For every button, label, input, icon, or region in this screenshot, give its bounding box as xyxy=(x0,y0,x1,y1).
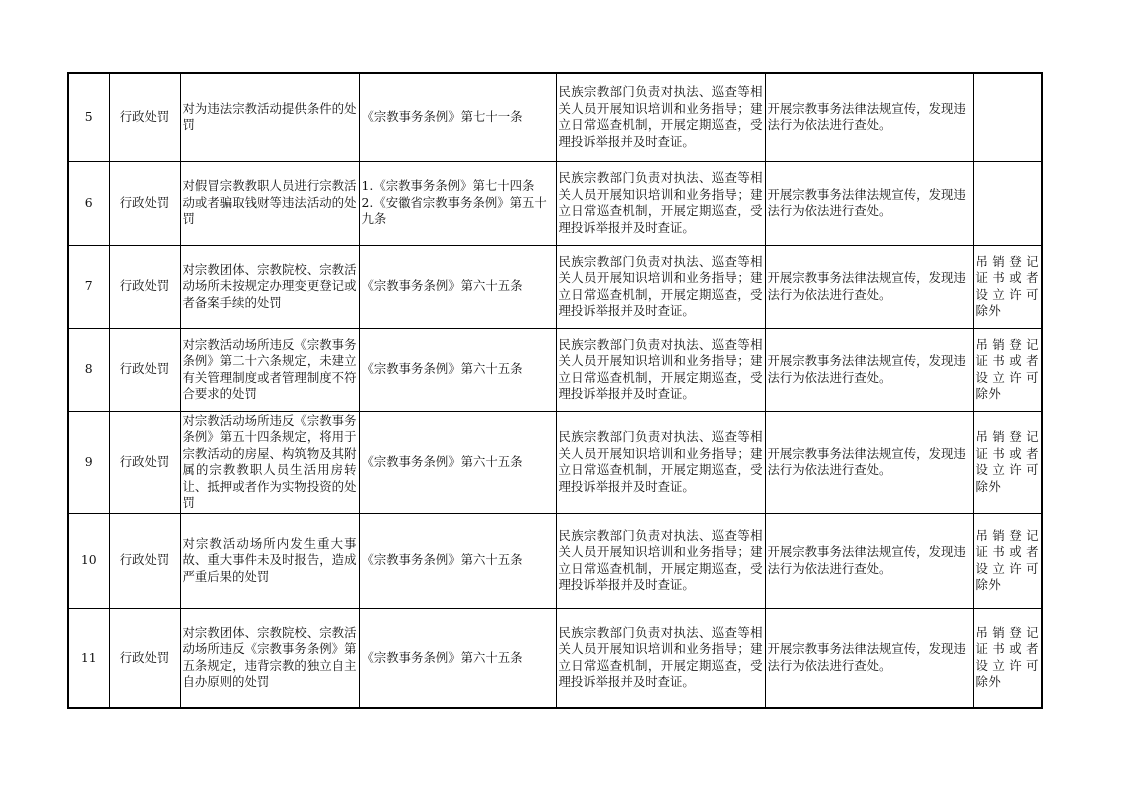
supervision-measure: 开展宗教事务法律法规宣传，发现违法行为依法进行查处。 xyxy=(765,513,973,608)
penalty-type: 行政处罚 xyxy=(109,73,180,161)
table-row xyxy=(68,608,1042,708)
legal-basis xyxy=(359,513,556,608)
penalty-item: 对为违法宗教活动提供条件的处罚 xyxy=(180,73,359,161)
table-row xyxy=(68,73,1042,161)
supervision-measure: 开展宗教事务法律法规宣传，发现违法行为依法进行查处。 xyxy=(765,161,973,245)
remark: 吊销登记证书或者设立许可除外 xyxy=(973,328,1042,411)
table-row xyxy=(68,161,1042,245)
legal-basis xyxy=(359,328,556,411)
legal-basis-line: 《宗教事务条例》第六十五条 xyxy=(361,278,523,294)
supervision-measure: 开展宗教事务法律法规宣传，发现违法行为依法进行查处。 xyxy=(765,245,973,328)
table-row xyxy=(68,245,1042,328)
legal-basis xyxy=(359,73,556,161)
penalty-table xyxy=(67,72,1043,709)
penalty-item: 对宗教活动场所内发生重大事故、重大事件未及时报告，造成严重后果的处罚 xyxy=(180,513,359,608)
supervision-measure: 开展宗教事务法律法规宣传，发现违法行为依法进行查处。 xyxy=(765,328,973,411)
penalty-type: 行政处罚 xyxy=(109,513,180,608)
legal-basis xyxy=(359,161,556,245)
table-row xyxy=(68,513,1042,608)
penalty-type: 行政处罚 xyxy=(109,161,180,245)
legal-basis xyxy=(359,245,556,328)
row-number: 10 xyxy=(68,513,109,608)
row-number: 7 xyxy=(68,245,109,328)
row-number: 8 xyxy=(68,328,109,411)
legal-basis-line: 2.《安徽省宗教事务条例》第五十九条 xyxy=(361,194,547,227)
row-number: 5 xyxy=(68,73,109,161)
responsibility: 民族宗教部门负责对执法、巡查等相关人员开展知识培训和业务指导；建立日常巡查机制，开展定期巡查，受理投诉举报并及时查证。 xyxy=(556,161,765,245)
legal-basis xyxy=(359,608,556,708)
table-row xyxy=(68,411,1042,513)
legal-basis-line: 《宗教事务条例》第六十五条 xyxy=(361,361,523,377)
supervision-measure: 开展宗教事务法律法规宣传，发现违法行为依法进行查处。 xyxy=(765,73,973,161)
penalty-type: 行政处罚 xyxy=(109,411,180,513)
legal-basis-line: 《宗教事务条例》第六十五条 xyxy=(361,649,523,665)
penalty-item: 对宗教活动场所违反《宗教事务条例》第二十六条规定，未建立有关管理制度或者管理制度不符合要求的处罚 xyxy=(180,328,359,411)
responsibility: 民族宗教部门负责对执法、巡查等相关人员开展知识培训和业务指导；建立日常巡查机制，开展定期巡查，受理投诉举报并及时查证。 xyxy=(556,73,765,161)
legal-basis-line: 《宗教事务条例》第七十一条 xyxy=(361,109,523,124)
row-number: 6 xyxy=(68,161,109,245)
remark xyxy=(973,161,1042,245)
legal-basis-line: 《宗教事务条例》第六十五条 xyxy=(361,552,523,568)
remark: 吊销登记证书或者设立许可除外 xyxy=(973,608,1042,708)
responsibility: 民族宗教部门负责对执法、巡查等相关人员开展知识培训和业务指导；建立日常巡查机制，开展定期巡查，受理投诉举报并及时查证。 xyxy=(556,328,765,411)
supervision-measure: 开展宗教事务法律法规宣传，发现违法行为依法进行查处。 xyxy=(765,608,973,708)
row-number: 11 xyxy=(68,608,109,708)
remark: 吊销登记证书或者设立许可除外 xyxy=(973,411,1042,513)
row-number: 9 xyxy=(68,411,109,513)
penalty-item: 对宗教团体、宗教院校、宗教活动场所未按规定办理变更登记或者备案手续的处罚 xyxy=(180,245,359,328)
responsibility: 民族宗教部门负责对执法、巡查等相关人员开展知识培训和业务指导；建立日常巡查机制，开展定期巡查，受理投诉举报并及时查证。 xyxy=(556,245,765,328)
table-row xyxy=(68,328,1042,411)
penalty-item: 对假冒宗教教职人员进行宗教活动或者骗取钱财等违法活动的处罚 xyxy=(180,161,359,245)
legal-basis xyxy=(359,411,556,513)
responsibility: 民族宗教部门负责对执法、巡查等相关人员开展知识培训和业务指导；建立日常巡查机制，开展定期巡查，受理投诉举报并及时查证。 xyxy=(556,513,765,608)
legal-basis-line: 《宗教事务条例》第六十五条 xyxy=(361,453,523,469)
responsibility: 民族宗教部门负责对执法、巡查等相关人员开展知识培训和业务指导；建立日常巡查机制，开展定期巡查，受理投诉举报并及时查证。 xyxy=(556,608,765,708)
remark xyxy=(973,73,1042,161)
remark: 吊销登记证书或者设立许可除外 xyxy=(973,513,1042,608)
penalty-type: 行政处罚 xyxy=(109,245,180,328)
penalty-type: 行政处罚 xyxy=(109,608,180,708)
penalty-type: 行政处罚 xyxy=(109,328,180,411)
legal-basis-line: 1.《宗教事务条例》第七十四条 xyxy=(361,178,535,194)
supervision-measure: 开展宗教事务法律法规宣传，发现违法行为依法进行查处。 xyxy=(765,411,973,513)
penalty-item: 对宗教团体、宗教院校、宗教活动场所违反《宗教事务条例》第五条规定，违背宗教的独立自主自办原则的处罚 xyxy=(180,608,359,708)
responsibility: 民族宗教部门负责对执法、巡查等相关人员开展知识培训和业务指导；建立日常巡查机制，开展定期巡查，受理投诉举报并及时查证。 xyxy=(556,411,765,513)
remark: 吊销登记证书或者设立许可除外 xyxy=(973,245,1042,328)
penalty-item: 对宗教活动场所违反《宗教事务条例》第五十四条规定，将用于宗教活动的房屋、构筑物及其附属的宗教教职人员生活用房转让、抵押或者作为实物投资的处罚 xyxy=(180,411,359,513)
